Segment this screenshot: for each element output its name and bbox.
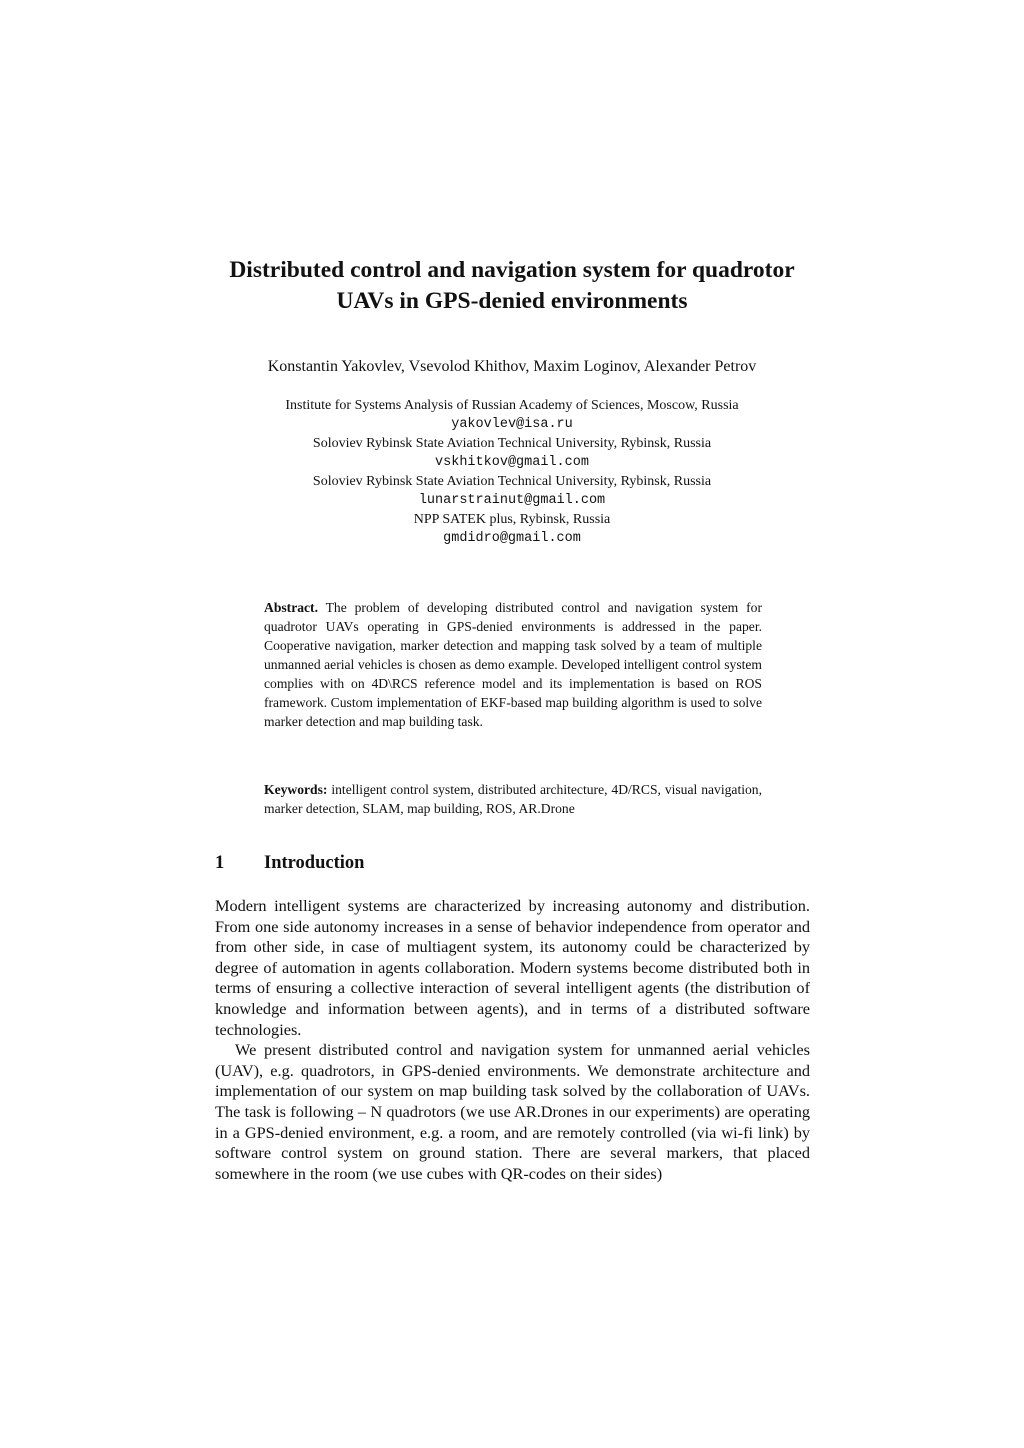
section-heading-introduction bbox=[215, 851, 364, 875]
keywords-text: intelligent control system, distributed architecture, 4D/RCS, visual navigation, marker detection, SLAM, map building, ROS, AR.Drone bbox=[264, 782, 762, 816]
title-line-2: UAVs in GPS-denied environments bbox=[336, 288, 688, 314]
keywords-label: Keywords: bbox=[264, 782, 328, 797]
affiliation-email: lunarstrainut@gmail.com bbox=[418, 493, 606, 508]
affiliation-institution: Soloviev Rybinsk State Aviation Technical University, Rybinsk, Russia bbox=[312, 474, 712, 489]
title-line-1: Distributed control and navigation system for quadrotor bbox=[229, 257, 795, 283]
paper-title bbox=[150, 255, 874, 317]
section-number: 1 bbox=[215, 853, 225, 873]
keywords bbox=[264, 780, 762, 818]
affiliation-email: gmdidro@gmail.com bbox=[443, 531, 581, 546]
affiliation-institution: Soloviev Rybinsk State Aviation Technical University, Rybinsk, Russia bbox=[312, 436, 712, 451]
section-title: Introduction bbox=[264, 853, 365, 873]
affiliation-email: vskhitkov@gmail.com bbox=[435, 455, 589, 470]
abstract bbox=[264, 598, 762, 731]
affiliation-email: yakovlev@isa.ru bbox=[451, 417, 573, 432]
abstract-text: The problem of developing distributed control and navigation system for quadrotor UAVs operating in GPS-denied environments is addressed in the paper. Cooperative navigation, marker detection and mapping task solved by a team of multiple unmanned aerial vehicles is chosen as demo example. Developed intelligent control system complies with on 4D\RCS reference model and its implementation is based on ROS framework. Custom implementation of EKF-based map building algorithm is used to solve marker detection and map building task. bbox=[264, 600, 762, 729]
affiliation-institution: NPP SATEK plus, Rybinsk, Russia bbox=[413, 512, 611, 527]
body-paragraph: Modern intelligent systems are characterized by increasing autonomy and distribution. From one side autonomy increases in a sense of behavior independence from operator and from other side, in case of multiagent system, its autonomy could be characterized by degree of automation in agents collaboration. Modern systems become distributed both in terms of ensuring a collective interaction of several intelligent agents (the distribution of knowledge and information between agents), and in terms of a distributed software technologies. bbox=[215, 896, 810, 1039]
introduction-body bbox=[215, 896, 810, 1184]
affiliation-institution: Institute for Systems Analysis of Russian Academy of Sciences, Moscow, Russia bbox=[285, 398, 739, 413]
author-list: Konstantin Yakovlev, Vsevolod Khithov, Maxim Loginov, Alexander Petrov bbox=[267, 358, 757, 375]
body-paragraph: We present distributed control and navigation system for unmanned aerial vehicles (UAV), e.g. quadrotors, in GPS-denied environments. We demonstrate architecture and implementation of our system on map building task solved by the collaboration of UAVs. The task is following – N quadrotors (we use AR.Drones in our experiments) are operating in a GPS-denied environment, e.g. a room, and are remotely controlled (via wi-fi link) by software control system on ground station. There are several markers, that placed somewhere in the room (we use cubes with QR-codes on their sides) bbox=[215, 1040, 810, 1183]
affiliations-block bbox=[150, 396, 874, 548]
abstract-label: Abstract. bbox=[264, 600, 318, 615]
